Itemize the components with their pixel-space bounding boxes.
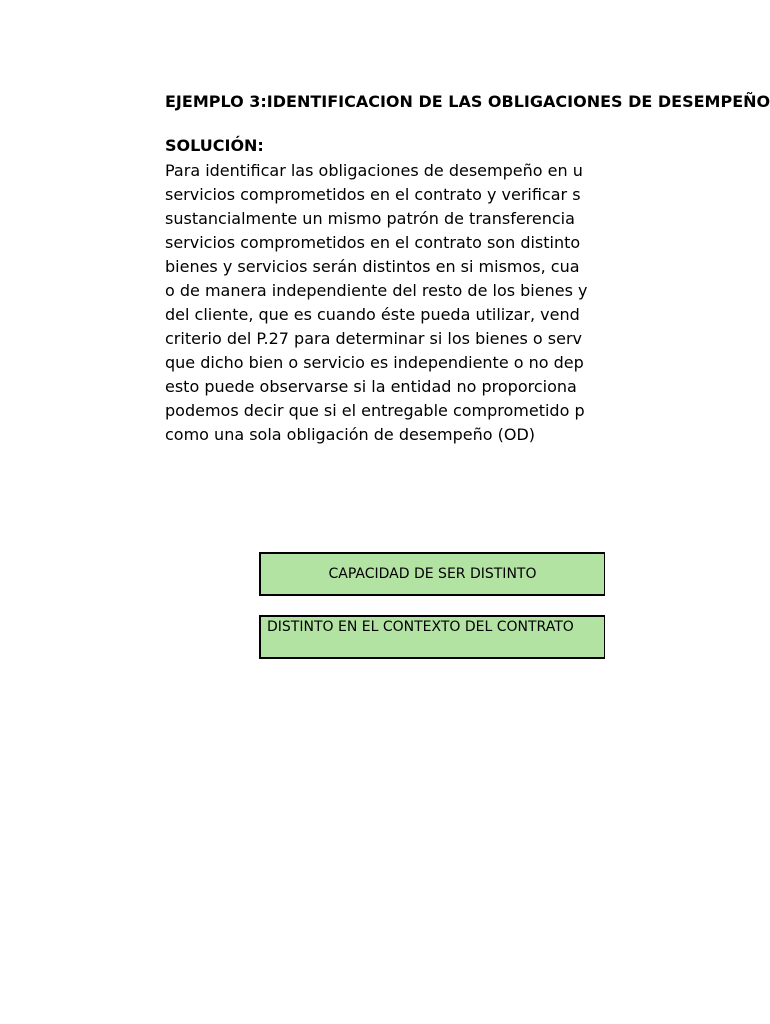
context-distinct-label: DISTINTO EN EL CONTEXTO DEL CONTRATO xyxy=(267,619,574,635)
paragraph-line: esto puede observarse si la entidad no proporciona xyxy=(165,377,577,396)
text-region xyxy=(165,88,770,458)
page-clip-edge xyxy=(605,540,768,680)
paragraph-line: servicios comprometidos en el contrato y verificar s xyxy=(165,185,581,204)
context-distinct-box xyxy=(259,615,606,659)
solution-heading: SOLUCIÓN: xyxy=(165,136,264,155)
paragraph-line: o de manera independiente del resto de los bienes y xyxy=(165,281,588,300)
paragraph-line: Para identificar las obligaciones de desempeño en u xyxy=(165,161,583,180)
capacity-distinct-label: CAPACIDAD DE SER DISTINTO xyxy=(328,566,537,582)
paragraph-line: como una sola obligación de desempeño (OD) xyxy=(165,425,535,444)
paragraph-line: bienes y servicios serán distintos en si mismos, cua xyxy=(165,257,580,276)
paragraph-line: servicios comprometidos en el contrato son distinto xyxy=(165,233,581,252)
paragraph-line: podemos decir que si el entregable comprometido p xyxy=(165,401,585,420)
document-title: EJEMPLO 3:IDENTIFICACION DE LAS OBLIGACIONES DE DESEMPEÑO xyxy=(165,92,770,111)
paragraph-line: que dicho bien o servicio es independiente o no dep xyxy=(165,353,584,372)
capacity-distinct-box xyxy=(259,552,606,596)
paragraph-line: del cliente, que es cuando éste pueda utilizar, vend xyxy=(165,305,580,324)
solution-paragraph xyxy=(165,159,587,447)
paragraph-line: criterio del P.27 para determinar si los bienes o serv xyxy=(165,329,583,348)
paragraph-line: sustancialmente un mismo patrón de transferencia xyxy=(165,209,575,228)
